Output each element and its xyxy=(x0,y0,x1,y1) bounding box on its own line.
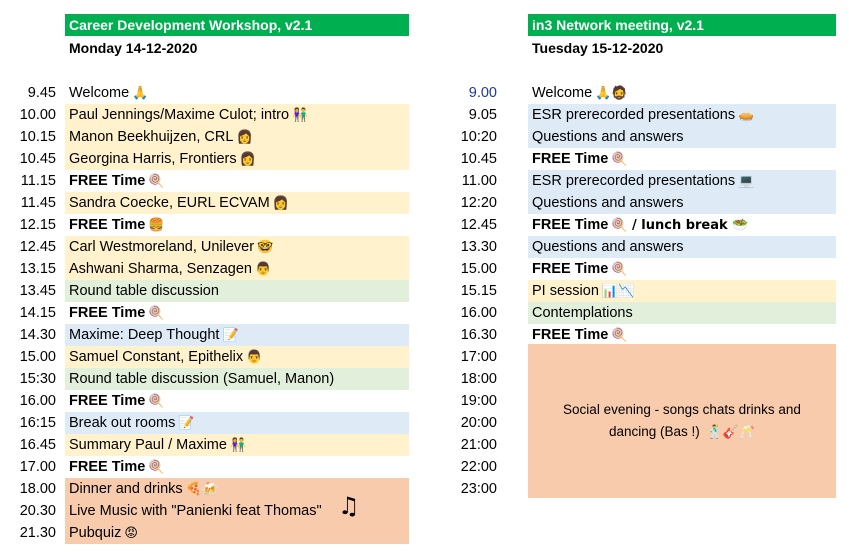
right-session-row xyxy=(528,82,836,104)
left-session-label: Maxime: Deep Thought xyxy=(69,327,220,343)
left-time-2: 10.15 xyxy=(19,129,56,145)
right-session-row xyxy=(528,214,836,236)
right-session-emoji-icon: 🍭 xyxy=(611,152,628,167)
left-session-row xyxy=(65,280,409,302)
left-session-emoji-icon: 👨 xyxy=(246,350,263,365)
right-evening-time-5: 22:00 xyxy=(460,459,497,475)
right-session-emoji-icon: 🥧 xyxy=(738,108,755,123)
left-session-row xyxy=(65,390,409,412)
right-evening-time-2: 19:00 xyxy=(460,393,497,409)
left-time-16: 16.45 xyxy=(19,437,56,453)
left-session-label: Pubquiz xyxy=(69,525,122,541)
left-session-emoji-icon: 👩 xyxy=(239,152,256,167)
right-session-label: PI session xyxy=(532,283,599,299)
right-session-row xyxy=(528,302,836,324)
left-session-emoji-icon: 👩 xyxy=(236,130,253,145)
right-time-7: 13.30 xyxy=(460,239,497,255)
left-time-0: 9.45 xyxy=(27,85,56,101)
right-time-2: 10:20 xyxy=(460,129,497,145)
right-session-row xyxy=(528,324,836,346)
left-session-row xyxy=(65,214,409,236)
right-session-row xyxy=(528,192,836,214)
left-session-row xyxy=(65,412,409,434)
left-title: Career Development Workshop, v2.1 xyxy=(65,14,409,36)
left-session-label: FREE Time xyxy=(69,393,146,409)
right-session-emoji-icon: 🙏🧔 xyxy=(595,86,628,101)
left-time-10: 14.15 xyxy=(19,305,56,321)
right-evening-time-4: 21:00 xyxy=(460,437,497,453)
left-session-row xyxy=(65,456,409,478)
right-session-row xyxy=(528,104,836,126)
music-note-icon: ♫ xyxy=(338,492,360,520)
left-session-row xyxy=(65,302,409,324)
left-session-label: Round table discussion xyxy=(69,283,219,299)
left-session-emoji-icon: 🍭 xyxy=(148,460,165,475)
right-time-11: 16.30 xyxy=(460,327,497,343)
right-session-label: Questions and answers xyxy=(532,129,684,145)
left-session-label: Dinner and drinks xyxy=(69,481,183,497)
right-evening-time-6: 23:00 xyxy=(460,481,497,497)
left-session-emoji-icon: 🍕🍻 xyxy=(185,482,219,497)
right-session-label: FREE Time xyxy=(532,151,609,167)
right-session-row xyxy=(528,258,836,280)
left-session-label: FREE Time xyxy=(69,459,146,475)
left-session-row xyxy=(65,126,409,148)
left-time-7: 12.45 xyxy=(19,239,56,255)
right-session-label: Questions and answers xyxy=(532,239,684,255)
left-time-9: 13.45 xyxy=(19,283,56,299)
left-time-17: 17.00 xyxy=(19,459,56,475)
right-time-5: 12:20 xyxy=(460,195,497,211)
left-time-12: 15.00 xyxy=(19,349,56,365)
left-time-3: 10.45 xyxy=(19,151,56,167)
left-session-row xyxy=(65,324,409,346)
social-evening-block xyxy=(528,344,836,498)
right-session-label: Questions and answers xyxy=(532,195,684,211)
dance-guitar-cheers-icon: 🕺🎸🥂 xyxy=(706,424,756,440)
left-time-13: 15:30 xyxy=(19,371,56,387)
left-time-20: 21.30 xyxy=(19,525,56,541)
left-time-8: 13.15 xyxy=(19,261,56,277)
right-session-emoji-icon: 🍭 / lunch break 🥗 xyxy=(611,218,749,233)
right-session-label: FREE Time xyxy=(532,261,609,277)
left-session-label: Live Music with "Panienki feat Thomas" xyxy=(69,503,322,519)
left-session-row xyxy=(65,522,409,544)
left-session-row xyxy=(65,368,409,390)
social-evening-text: Social evening - songs chats drinks and dancing (Bas !) xyxy=(563,401,801,439)
left-session-row xyxy=(65,192,409,214)
right-evening-time-0: 17:00 xyxy=(460,349,497,365)
left-session-label: Summary Paul / Maxime xyxy=(69,437,227,453)
left-session-label: Georgina Harris, Frontiers xyxy=(69,151,237,167)
right-title: in3 Network meeting, v2.1 xyxy=(528,14,836,36)
right-session-emoji-icon: 🍭 xyxy=(611,262,628,277)
left-session-emoji-icon: 🍭 xyxy=(148,174,165,189)
left-time-6: 12.15 xyxy=(19,217,56,233)
left-session-row xyxy=(65,346,409,368)
right-session-row xyxy=(528,236,836,258)
right-session-label: ESR prerecorded presentations xyxy=(532,107,736,123)
left-session-row xyxy=(65,82,409,104)
left-session-emoji-icon: 📝 xyxy=(222,328,239,343)
left-session-row xyxy=(65,434,409,456)
left-date: Monday 14-12-2020 xyxy=(69,40,198,56)
right-session-row xyxy=(528,170,836,192)
right-time-0: 9.00 xyxy=(468,85,497,101)
right-time-4: 11.00 xyxy=(461,173,497,189)
left-session-row xyxy=(65,104,409,126)
left-session-emoji-icon: 🍭 xyxy=(148,394,165,409)
left-time-11: 14.30 xyxy=(19,327,56,343)
left-session-row xyxy=(65,258,409,280)
right-evening-time-3: 20:00 xyxy=(460,415,497,431)
right-session-label: FREE Time xyxy=(532,327,609,343)
right-evening-time-1: 18:00 xyxy=(460,371,497,387)
left-session-label: Break out rooms xyxy=(69,415,176,431)
left-session-emoji-icon: 👨 xyxy=(254,262,272,277)
left-session-row xyxy=(65,148,409,170)
right-session-row xyxy=(528,126,836,148)
right-time-6: 12.45 xyxy=(460,217,497,233)
left-time-19: 20.30 xyxy=(19,503,56,519)
left-session-label: FREE Time xyxy=(69,217,146,233)
left-session-row xyxy=(65,170,409,192)
left-session-emoji-icon: 🤓 xyxy=(257,240,274,255)
right-time-3: 10.45 xyxy=(460,151,497,167)
left-session-label: Round table discussion (Samuel, Manon) xyxy=(69,371,335,387)
right-session-label: Contemplations xyxy=(532,305,633,321)
right-session-row xyxy=(528,148,836,170)
right-session-label: ESR prerecorded presentations xyxy=(532,173,736,189)
right-date: Tuesday 15-12-2020 xyxy=(532,40,664,56)
left-session-label: FREE Time xyxy=(69,173,146,189)
right-session-emoji-icon: 📊📉 xyxy=(601,284,635,299)
left-time-14: 16.00 xyxy=(19,393,56,409)
left-session-emoji-icon: 👫 xyxy=(229,438,247,453)
left-session-emoji-icon: 👩 xyxy=(272,196,289,211)
left-session-emoji-icon: 📝 xyxy=(178,416,195,431)
right-session-label: Welcome xyxy=(532,85,593,101)
right-session-row xyxy=(528,280,836,302)
left-time-5: 11.45 xyxy=(20,195,56,211)
left-session-label: FREE Time xyxy=(69,305,146,321)
left-session-label: Welcome xyxy=(69,85,130,101)
left-time-1: 10.00 xyxy=(19,107,56,123)
right-time-10: 16.00 xyxy=(460,305,497,321)
right-time-9: 15.15 xyxy=(460,283,497,299)
left-session-emoji-icon: 👫 xyxy=(292,108,309,123)
right-session-emoji-icon: 🍭 xyxy=(611,328,628,343)
left-session-label: Manon Beekhuijzen, CRL xyxy=(69,129,234,145)
right-time-1: 9.05 xyxy=(468,107,497,123)
left-session-emoji-icon: 🍭 xyxy=(148,306,165,321)
left-session-row xyxy=(65,236,409,258)
right-session-label: FREE Time xyxy=(532,217,609,233)
left-session-label: Samuel Constant, Epithelix xyxy=(69,349,244,365)
left-time-15: 16:15 xyxy=(19,415,56,431)
left-session-emoji-icon: 🍔 xyxy=(148,218,165,233)
left-session-label: Sandra Coecke, EURL ECVAM xyxy=(69,195,270,211)
left-session-emoji-icon: 😡 xyxy=(124,526,138,541)
left-session-label: Ashwani Sharma, Senzagen xyxy=(69,261,252,277)
left-time-4: 11.15 xyxy=(20,173,56,189)
right-session-emoji-icon: 💻 xyxy=(738,174,755,189)
left-time-18: 18.00 xyxy=(19,481,56,497)
left-session-label: Paul Jennings/Maxime Culot; intro xyxy=(69,107,290,123)
left-session-label: Carl Westmoreland, Unilever xyxy=(69,239,255,255)
left-session-emoji-icon: 🙏 xyxy=(132,86,149,101)
right-time-8: 15.00 xyxy=(460,261,497,277)
